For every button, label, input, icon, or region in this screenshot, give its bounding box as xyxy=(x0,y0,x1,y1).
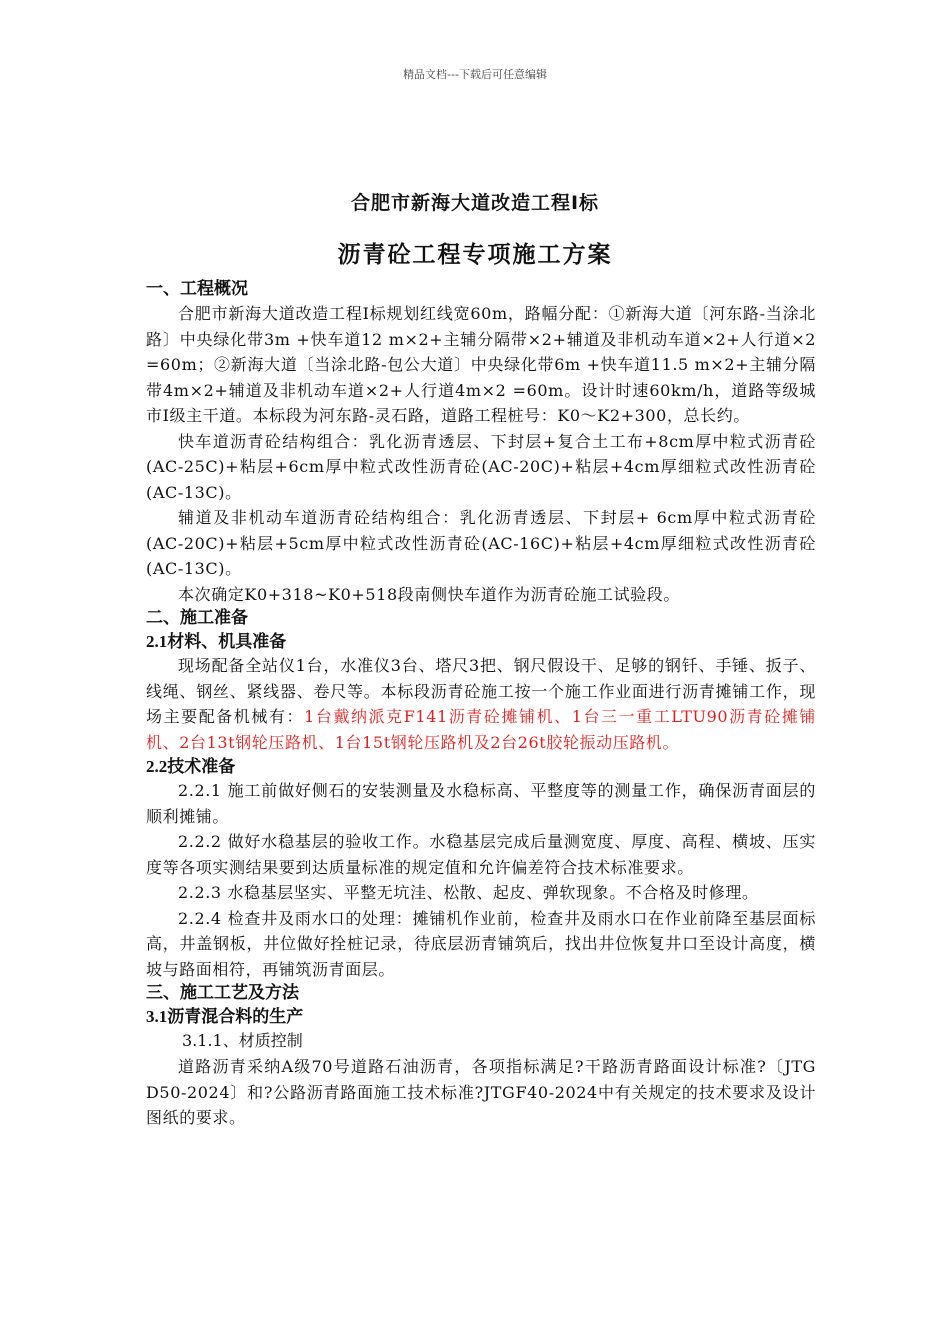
subsection-heading-materials: 2.1材料、机具准备 xyxy=(146,632,287,651)
overview-paragraph-2: 快车道沥青砼结构组合：乳化沥青透层、下封层+复合土工布+8cm厚中粒式沥青砼(AC-25C)+粘层+6cm厚中粒式改性沥青砼(AC-20C)+粘层+4cm厚细粒式改性沥青砼(AC-13C)。 xyxy=(146,431,816,502)
overview-paragraph-3: 辅道及非机动车道沥青砼结构组合：乳化沥青透层、下封层+ 6cm厚中粒式沥青砼(AC-20C)+粘层+5cm厚中粒式改性沥青砼(AC-16C)+粘层+4cm厚细粒式改性沥青砼(AC-13C)。 xyxy=(146,508,816,578)
section-heading-preparation: 二、施工准备 xyxy=(146,608,248,628)
page-watermark: 精品文档---下载后可任意编辑 xyxy=(403,68,547,81)
overview-paragraph-4: 本次确定K0+318~K0+518段南侧快车道作为沥青砼施工试验段。 xyxy=(178,584,680,604)
document-title: 合肥市新海大道改造工程Ⅰ标 xyxy=(350,192,600,214)
machinery-highlight: 1台戴纳派克F141沥青砼摊铺机、1台三一重工LTU90沥青砼摊铺机、2台13t钢轮压路机、1台15t钢轮压路机及2台26t胶轮振动压路机。 xyxy=(146,707,816,752)
overview-paragraph-1: 合肥市新海大道改造工程Ⅰ标规划红线宽60m，路幅分配：①新海大道〔河东路-当涂北路〕中央绿化带3m +快车道12 m×2+主辅分隔带×2+辅道及非机动车道×2+人行道×2 =60m；②新海大道〔当涂北路-包公大道〕中央绿化带6m +快车道11.5 m×2+主辅分隔带4m×2+辅道及非机动车道×2+人行道4m×2 =60m。设计时速60km/h，道路等级城市Ⅰ级主干道。本标段为河东路-灵石路，道路工程桩号：K0～K2+300，总长约。 xyxy=(146,304,816,425)
subsection-heading-technical: 2.2技术准备 xyxy=(146,757,236,776)
technical-item-1: 2.2.1 施工前做好侧石的安装测量及水稳标高、平整度等的测量工作，确保沥青面层的顺利摊铺。 xyxy=(146,781,816,826)
section-heading-process: 三、施工工艺及方法 xyxy=(146,983,299,1003)
materials-paragraph xyxy=(146,653,816,755)
document-subtitle: 沥青砼工程专项施工方案 xyxy=(337,242,613,268)
section-heading-overview: 一、工程概况 xyxy=(146,279,248,299)
subsection-heading-asphalt-production: 3.1沥青混合料的生产 xyxy=(146,1007,304,1026)
material-control-heading: 3.1.1、材质控制 xyxy=(182,1031,303,1050)
technical-item-4: 2.2.4 检查井及雨水口的处理：摊铺机作业前，检查井及雨水口在作业前降至基层面标高，井盖钢板，井位做好拴桩记录，待底层沥青铺筑后，找出井位恢复井口至设计高度，横坡与路面相符，再铺筑沥青面层。 xyxy=(146,908,816,979)
material-control-paragraph: 道路沥青采纳A级70号道路石油沥青，各项指标满足?干路沥青路面设计标准?〔JTG D50-2024〕和?公路沥青路面施工技术标准?JTGF40-2024中有关规定的技术要求及设计图纸的要求。 xyxy=(146,1057,816,1127)
technical-item-2: 2.2.2 做好水稳基层的验收工作。水稳基层完成后量测宽度、厚度、高程、横坡、压实度等各项实测结果要到达质量标准的规定值和允许偏差符合技术标准要求。 xyxy=(146,832,816,877)
technical-item-3: 2.2.3 水稳基层坚实、平整无坑洼、松散、起皮、弹软现象。不合格及时修理。 xyxy=(178,883,759,902)
materials-text: 现场配备全站仪1台，水准仪3台、塔尺3把、钢尺假设干、足够的钢钎、手锤、扳子、线绳、钢丝、紧线器、卷尺等。本标段沥青砼施工按一个施工作业面进行沥青摊铺工作，现场主要配备机械有： xyxy=(146,656,816,726)
document-body xyxy=(146,278,816,1131)
